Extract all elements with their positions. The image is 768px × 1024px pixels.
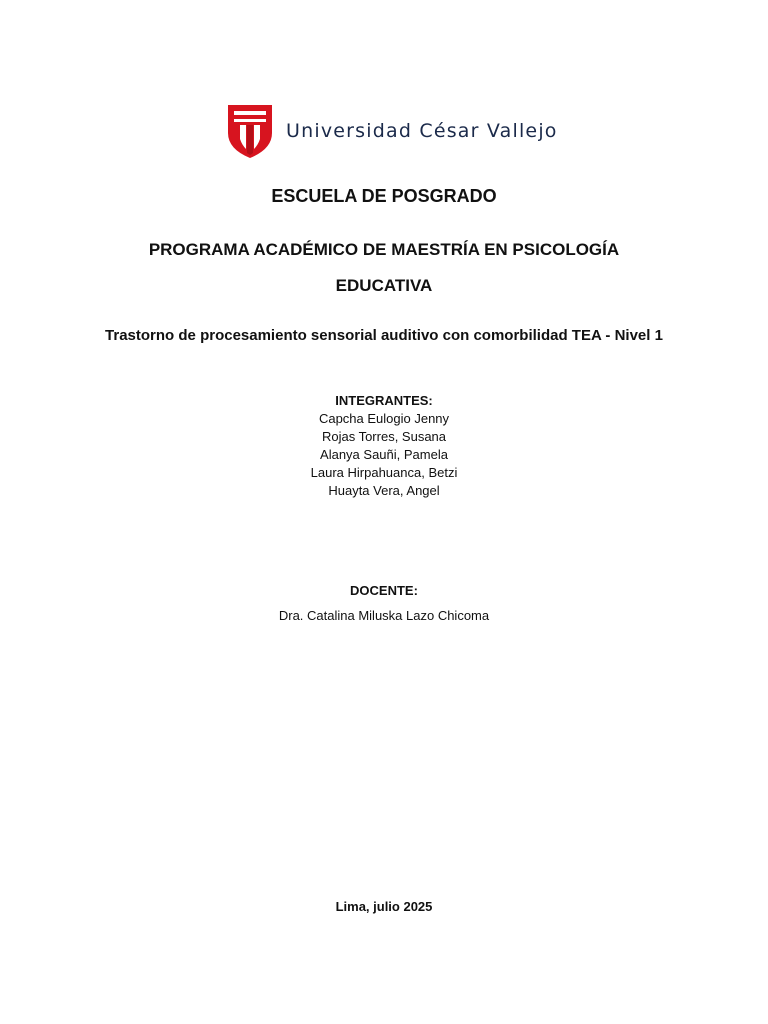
members-list [0, 410, 768, 500]
member-name: Rojas Torres, Susana [321, 429, 447, 444]
teacher-label: DOCENTE: [350, 583, 418, 598]
member-name: Alanya Sauñi, Pamela [320, 447, 448, 462]
university-logo [226, 102, 566, 160]
program-heading-line-2: EDUCATIVA [335, 276, 433, 295]
program-heading-line-1: PROGRAMA ACADÉMICO DE MAESTRÍA EN PSICOLOGÍA [148, 240, 620, 259]
school-heading: ESCUELA DE POSGRADO [271, 186, 497, 206]
place-date: Lima, julio 2025 [335, 899, 433, 914]
member-name: Huayta Vera, Angel [328, 483, 440, 498]
teacher-name: Dra. Catalina Miluska Lazo Chicoma [278, 608, 490, 623]
member-name: Capcha Eulogio Jenny [318, 411, 450, 426]
university-name: Universidad César Vallejo [286, 120, 558, 142]
member-name: Laura Hirpahuanca, Betzi [310, 465, 458, 480]
program-heading [0, 232, 768, 304]
document-title: Trastorno de procesamiento sensorial auditivo con comorbilidad TEA - Nivel 1 [105, 327, 663, 344]
ucv-shield-icon [226, 103, 274, 159]
members-label: INTEGRANTES: [335, 393, 433, 408]
